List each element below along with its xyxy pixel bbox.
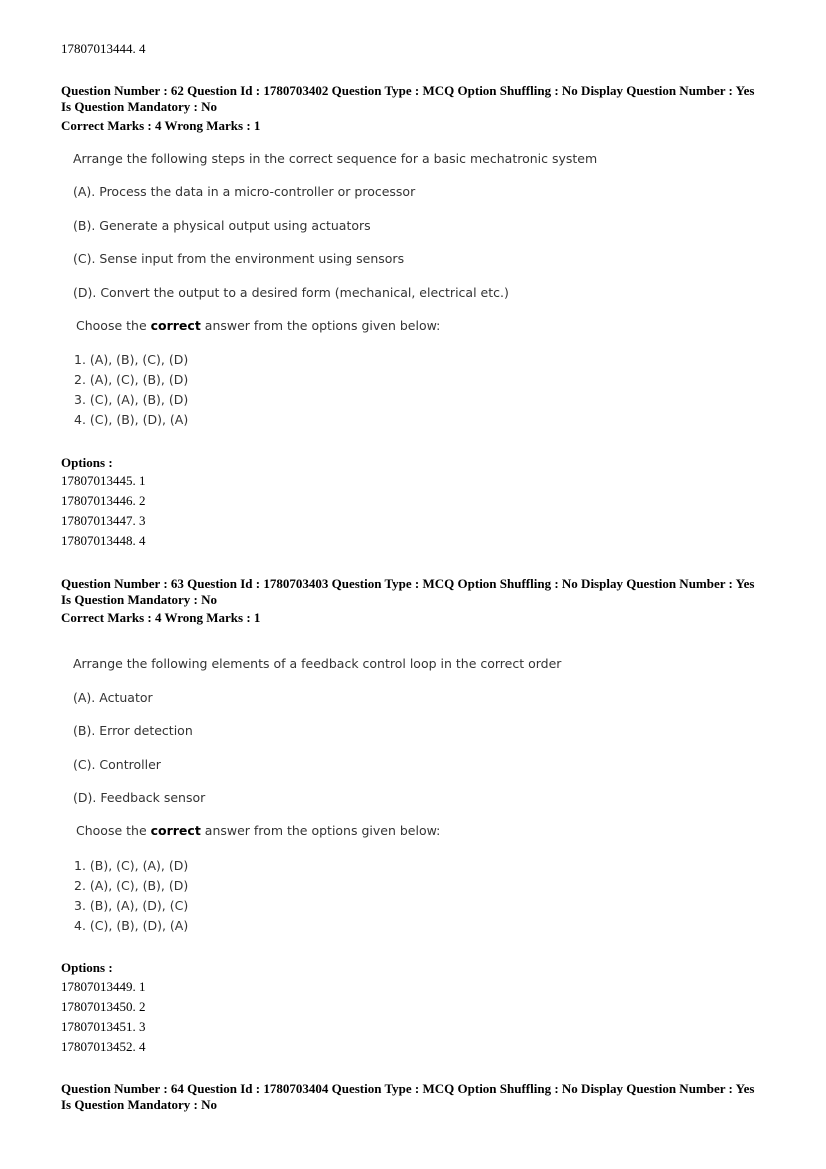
option-line: 17807013450. 2	[61, 999, 146, 1014]
option-line: 17807013451. 3	[61, 1019, 146, 1034]
answer-choices	[74, 350, 188, 430]
statement-item: (A). Actuator	[73, 690, 153, 705]
answer-choices	[74, 856, 188, 936]
answer-choice: 4. (C), (B), (D), (A)	[74, 412, 189, 427]
answer-choice: 2. (A), (C), (B), (D)	[74, 372, 189, 387]
question-meta: Question Number : 62 Question Id : 1780703402 Question Type : MCQ Option Shuffling : No Display Question Number : Yes	[61, 83, 755, 98]
option-line: 17807013452. 4	[61, 1039, 146, 1054]
answer-choice: 3. (B), (A), (D), (C)	[74, 898, 189, 913]
option-line: 17807013444. 4	[61, 41, 146, 56]
question-mandatory: Is Question Mandatory : No	[61, 592, 218, 607]
question-mandatory: Is Question Mandatory : No	[61, 99, 218, 114]
question-meta: Question Number : 64 Question Id : 1780703404 Question Type : MCQ Option Shuffling : No Display Question Number : Yes	[61, 1081, 755, 1096]
choose-instruction: Choose the correct answer from the options given below:	[76, 823, 441, 838]
statement-item: (D). Convert the output to a desired form (mechanical, electrical etc.)	[73, 285, 509, 300]
answer-choice: 4. (C), (B), (D), (A)	[74, 918, 189, 933]
statement-item: (A). Process the data in a micro-controller or processor	[73, 184, 416, 199]
options-label: Options :	[61, 960, 113, 975]
options-label: Options :	[61, 455, 113, 470]
statement-item: (D). Feedback sensor	[73, 790, 206, 805]
statement-item: (C). Sense input from the environment using sensors	[73, 251, 405, 266]
question-mandatory: Is Question Mandatory : No	[61, 1097, 218, 1112]
question-prompt: Arrange the following steps in the correct sequence for a basic mechatronic system	[73, 151, 598, 166]
statement-item: (B). Generate a physical output using actuators	[73, 218, 371, 233]
answer-choice: 1. (B), (C), (A), (D)	[74, 858, 189, 873]
option-line: 17807013449. 1	[61, 979, 146, 994]
option-line: 17807013446. 2	[61, 493, 146, 508]
statement-item: (B). Error detection	[73, 723, 193, 738]
question-marks: Correct Marks : 4 Wrong Marks : 1	[61, 610, 261, 625]
answer-choice: 3. (C), (A), (B), (D)	[74, 392, 189, 407]
option-line: 17807013445. 1	[61, 473, 146, 488]
answer-choice: 2. (A), (C), (B), (D)	[74, 878, 189, 893]
option-line: 17807013448. 4	[61, 533, 146, 548]
choose-instruction: Choose the correct answer from the options given below:	[76, 318, 441, 333]
question-meta: Question Number : 63 Question Id : 1780703403 Question Type : MCQ Option Shuffling : No Display Question Number : Yes	[61, 576, 755, 591]
option-line: 17807013447. 3	[61, 513, 146, 528]
statement-item: (C). Controller	[73, 757, 161, 772]
question-prompt: Arrange the following elements of a feedback control loop in the correct order	[73, 656, 562, 671]
question-marks: Correct Marks : 4 Wrong Marks : 1	[61, 118, 261, 133]
answer-choice: 1. (A), (B), (C), (D)	[74, 352, 189, 367]
